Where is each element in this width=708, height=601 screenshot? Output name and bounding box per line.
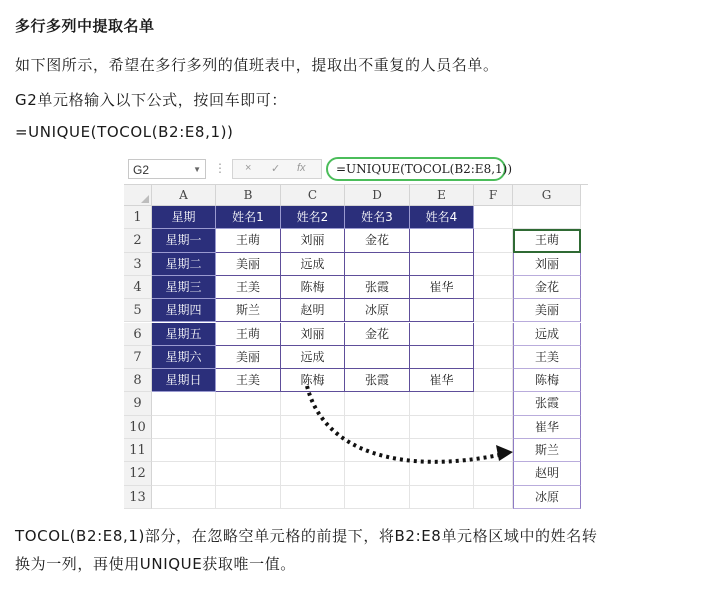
- row-header-12[interactable]: 12: [124, 462, 152, 485]
- empty-cell[interactable]: [281, 392, 345, 415]
- name-cell[interactable]: 陈梅: [281, 276, 345, 299]
- formula-text: =UNIQUE(TOCOL(B2:E8,1)): [15, 123, 234, 141]
- empty-cell[interactable]: [281, 462, 345, 485]
- name-cell[interactable]: 陈梅: [281, 369, 345, 392]
- empty-cell[interactable]: [474, 276, 513, 299]
- weekday-cell[interactable]: 星期四: [152, 299, 216, 322]
- formula-buttons: [232, 159, 322, 179]
- name-cell[interactable]: 斯兰: [216, 299, 281, 322]
- row-header-1[interactable]: 1: [124, 206, 152, 229]
- confirm-icon[interactable]: ✓: [271, 163, 281, 175]
- name-cell[interactable]: [410, 323, 474, 346]
- explanation-line-2: 换为一列，再使用UNIQUE获取唯一值。: [15, 555, 296, 573]
- column-header-g[interactable]: G: [513, 185, 581, 206]
- more-dots-icon: ⋮: [214, 161, 226, 175]
- weekday-cell[interactable]: 星期二: [152, 253, 216, 276]
- empty-cell[interactable]: [474, 206, 513, 229]
- name-cell[interactable]: 冰原: [345, 299, 410, 322]
- empty-cell[interactable]: [152, 486, 216, 509]
- empty-cell[interactable]: [152, 462, 216, 485]
- column-header-c[interactable]: C: [281, 185, 345, 206]
- empty-cell[interactable]: [216, 392, 281, 415]
- empty-cell[interactable]: [474, 229, 513, 252]
- name-cell[interactable]: 美丽: [216, 346, 281, 369]
- name-cell[interactable]: [345, 346, 410, 369]
- name-cell[interactable]: 崔华: [410, 369, 474, 392]
- row-header-10[interactable]: 10: [124, 416, 152, 439]
- name-cell[interactable]: [410, 253, 474, 276]
- cancel-icon[interactable]: ×: [245, 162, 252, 174]
- row-header-4[interactable]: 4: [124, 276, 152, 299]
- column-header-d[interactable]: D: [345, 185, 410, 206]
- empty-cell[interactable]: [345, 392, 410, 415]
- row-header-11[interactable]: 11: [124, 439, 152, 462]
- intro-paragraph: 如下图所示，希望在多行多列的值班表中，提取出不重复的人员名单。: [15, 56, 499, 74]
- empty-cell[interactable]: [513, 206, 581, 229]
- empty-cell[interactable]: [345, 486, 410, 509]
- unique-result-cell[interactable]: 金花: [513, 276, 581, 299]
- name-cell[interactable]: [410, 346, 474, 369]
- name-cell[interactable]: [410, 299, 474, 322]
- name-cell[interactable]: 远成: [281, 253, 345, 276]
- name-cell[interactable]: 张霞: [345, 276, 410, 299]
- insert-function-icon[interactable]: fx: [297, 162, 306, 174]
- weekday-cell[interactable]: 星期五: [152, 323, 216, 346]
- empty-cell[interactable]: [474, 253, 513, 276]
- weekday-cell[interactable]: 星期一: [152, 229, 216, 252]
- empty-cell[interactable]: [410, 486, 474, 509]
- article-title: 多行多列中提取名单: [15, 17, 155, 35]
- weekday-cell[interactable]: 星期六: [152, 346, 216, 369]
- instruction-paragraph: G2单元格输入以下公式，按回车即可：: [15, 91, 287, 109]
- empty-cell[interactable]: [410, 462, 474, 485]
- row-header-6[interactable]: 6: [124, 323, 152, 346]
- empty-cell[interactable]: [474, 346, 513, 369]
- name-cell[interactable]: [345, 253, 410, 276]
- unique-result-cell[interactable]: 美丽: [513, 299, 581, 322]
- unique-result-cell[interactable]: 远成: [513, 323, 581, 346]
- empty-cell[interactable]: [474, 392, 513, 415]
- unique-result-cell[interactable]: 陈梅: [513, 369, 581, 392]
- formula-input[interactable]: =UNIQUE(TOCOL(B2:E8,1)): [326, 157, 506, 181]
- table-header-cell[interactable]: 星期: [152, 206, 216, 229]
- weekday-cell[interactable]: 星期三: [152, 276, 216, 299]
- row-header-13[interactable]: 13: [124, 486, 152, 509]
- empty-cell[interactable]: [152, 392, 216, 415]
- table-header-cell[interactable]: 姓名4: [410, 206, 474, 229]
- empty-cell[interactable]: [152, 416, 216, 439]
- empty-cell[interactable]: [410, 392, 474, 415]
- unique-result-cell[interactable]: 张霞: [513, 392, 581, 415]
- empty-cell[interactable]: [474, 369, 513, 392]
- name-cell[interactable]: 金花: [345, 323, 410, 346]
- name-cell[interactable]: 王美: [216, 276, 281, 299]
- name-box-value: G2: [133, 163, 150, 177]
- empty-cell[interactable]: [281, 416, 345, 439]
- empty-cell[interactable]: [474, 462, 513, 485]
- empty-cell[interactable]: [345, 439, 410, 462]
- formula-bar: [124, 154, 588, 185]
- unique-result-cell[interactable]: 王萌: [513, 229, 581, 252]
- empty-cell[interactable]: [281, 439, 345, 462]
- empty-cell[interactable]: [216, 462, 281, 485]
- empty-cell[interactable]: [345, 462, 410, 485]
- column-header-e[interactable]: E: [410, 185, 474, 206]
- empty-cell[interactable]: [474, 416, 513, 439]
- row-header-5[interactable]: 5: [124, 299, 152, 322]
- name-cell[interactable]: 崔华: [410, 276, 474, 299]
- row-header-2[interactable]: 2: [124, 229, 152, 252]
- empty-cell[interactable]: [345, 416, 410, 439]
- empty-cell[interactable]: [474, 439, 513, 462]
- name-cell[interactable]: 张霞: [345, 369, 410, 392]
- column-header-a[interactable]: A: [152, 185, 216, 206]
- empty-cell[interactable]: [281, 486, 345, 509]
- name-cell[interactable]: 王美: [216, 369, 281, 392]
- name-cell[interactable]: 远成: [281, 346, 345, 369]
- row-header-9[interactable]: 9: [124, 392, 152, 415]
- empty-cell[interactable]: [410, 416, 474, 439]
- unique-result-cell[interactable]: 冰原: [513, 486, 581, 509]
- name-cell[interactable]: 王萌: [216, 323, 281, 346]
- name-cell[interactable]: [410, 229, 474, 252]
- table-header-cell[interactable]: 姓名1: [216, 206, 281, 229]
- empty-cell[interactable]: [152, 439, 216, 462]
- empty-cell[interactable]: [474, 299, 513, 322]
- unique-result-cell[interactable]: 刘丽: [513, 253, 581, 276]
- empty-cell[interactable]: [474, 323, 513, 346]
- empty-cell[interactable]: [216, 416, 281, 439]
- table-header-cell[interactable]: 姓名3: [345, 206, 410, 229]
- unique-result-cell[interactable]: 斯兰: [513, 439, 581, 462]
- column-header-b[interactable]: B: [216, 185, 281, 206]
- unique-result-cell[interactable]: 赵明: [513, 462, 581, 485]
- unique-result-cell[interactable]: 王美: [513, 346, 581, 369]
- unique-result-cell[interactable]: 崔华: [513, 416, 581, 439]
- name-cell[interactable]: 刘丽: [281, 323, 345, 346]
- row-header-3[interactable]: 3: [124, 253, 152, 276]
- name-box[interactable]: [128, 159, 206, 179]
- row-header-7[interactable]: 7: [124, 346, 152, 369]
- row-header-8[interactable]: 8: [124, 369, 152, 392]
- spreadsheet-screenshot: [124, 154, 588, 514]
- explanation-line-1: TOCOL(B2:E8,1)部分，在忽略空单元格的前提下，将B2:E8单元格区域中的姓名转: [15, 527, 598, 545]
- name-cell[interactable]: 赵明: [281, 299, 345, 322]
- empty-cell[interactable]: [216, 486, 281, 509]
- table-header-cell[interactable]: 姓名2: [281, 206, 345, 229]
- chevron-down-icon[interactable]: ▼: [193, 165, 201, 174]
- empty-cell[interactable]: [474, 486, 513, 509]
- weekday-cell[interactable]: 星期日: [152, 369, 216, 392]
- select-all-corner[interactable]: [124, 185, 152, 206]
- name-cell[interactable]: 王萌: [216, 229, 281, 252]
- name-cell[interactable]: 金花: [345, 229, 410, 252]
- name-cell[interactable]: 刘丽: [281, 229, 345, 252]
- name-cell[interactable]: 美丽: [216, 253, 281, 276]
- empty-cell[interactable]: [216, 439, 281, 462]
- empty-cell[interactable]: [410, 439, 474, 462]
- column-header-f[interactable]: F: [474, 185, 513, 206]
